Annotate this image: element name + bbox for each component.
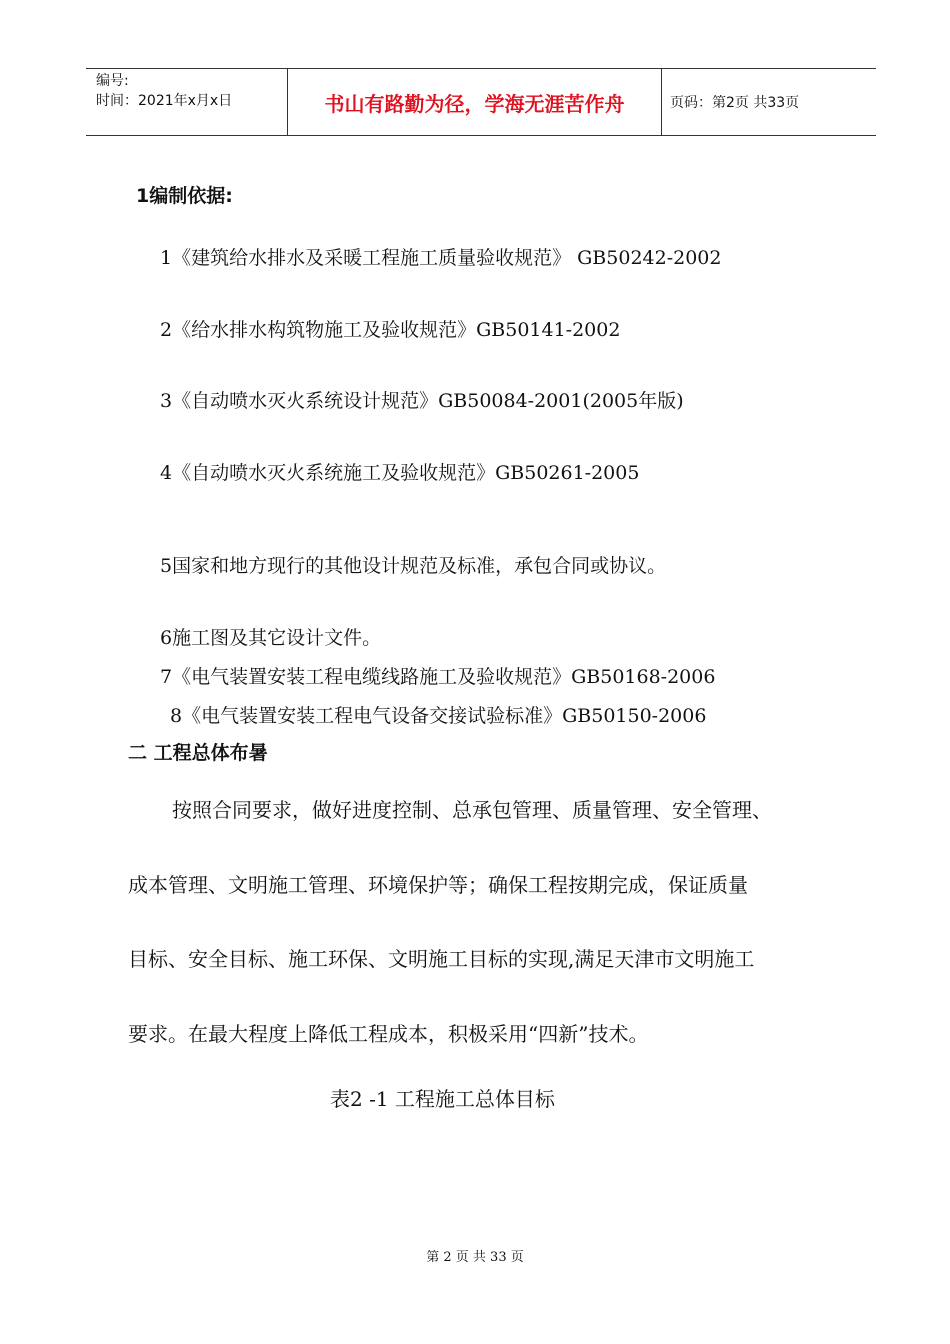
basis-item-6: 6施工图及其它设计文件。 (160, 627, 382, 649)
basis-item-2: 2《给水排水构筑物施工及验收规范》GB50141-2002 (160, 319, 621, 341)
basis-item-3: 3《自动喷水灭火系统设计规范》GB50084-2001(2005年版) (160, 390, 684, 412)
document-number-label: 编号: (96, 73, 129, 89)
header-meta-cell (86, 69, 288, 135)
table-caption: 表2 -1 工程施工总体目标 (330, 1087, 555, 1111)
basis-item-4: 4《自动喷水灭火系统施工及验收规范》GB50261-2005 (160, 462, 640, 484)
page-header (86, 68, 876, 136)
basis-item-1: 1《建筑给水排水及采暖工程施工质量验收规范》 GB50242-2002 (160, 247, 722, 269)
header-motto: 书山有路勤为径，学海无涯苦作舟 (288, 69, 662, 135)
document-time-label: 时间：2021年x月x日 (96, 93, 233, 109)
page-footer: 第 2 页 共 33 页 (426, 1250, 524, 1265)
basis-item-5: 5国家和地方现行的其他设计规范及标准，承包合同或协议。 (160, 555, 667, 577)
paragraph-line-1: 按照合同要求，做好进度控制、总承包管理、质量管理、安全管理、 (172, 798, 772, 822)
paragraph-line-4: 要求。在最大程度上降低工程成本，积极采用“四新”技术。 (128, 1022, 649, 1046)
section2-title: 二 工程总体布暑 (128, 742, 268, 764)
paragraph-line-2: 成本管理、文明施工管理、环境保护等；确保工程按期完成，保证质量 (128, 873, 748, 897)
basis-item-8: 8《电气装置安装工程电气设备交接试验标准》GB50150-2006 (170, 705, 707, 727)
header-page-label: 页码：第2页 共33页 (670, 95, 800, 111)
basis-item-7: 7《电气装置安装工程电缆线路施工及验收规范》GB50168-2006 (160, 666, 716, 688)
section1-title: 1编制依据: (136, 185, 233, 207)
paragraph-line-3: 目标、安全目标、施工环保、文明施工目标的实现,满足天津市文明施工 (128, 947, 755, 971)
